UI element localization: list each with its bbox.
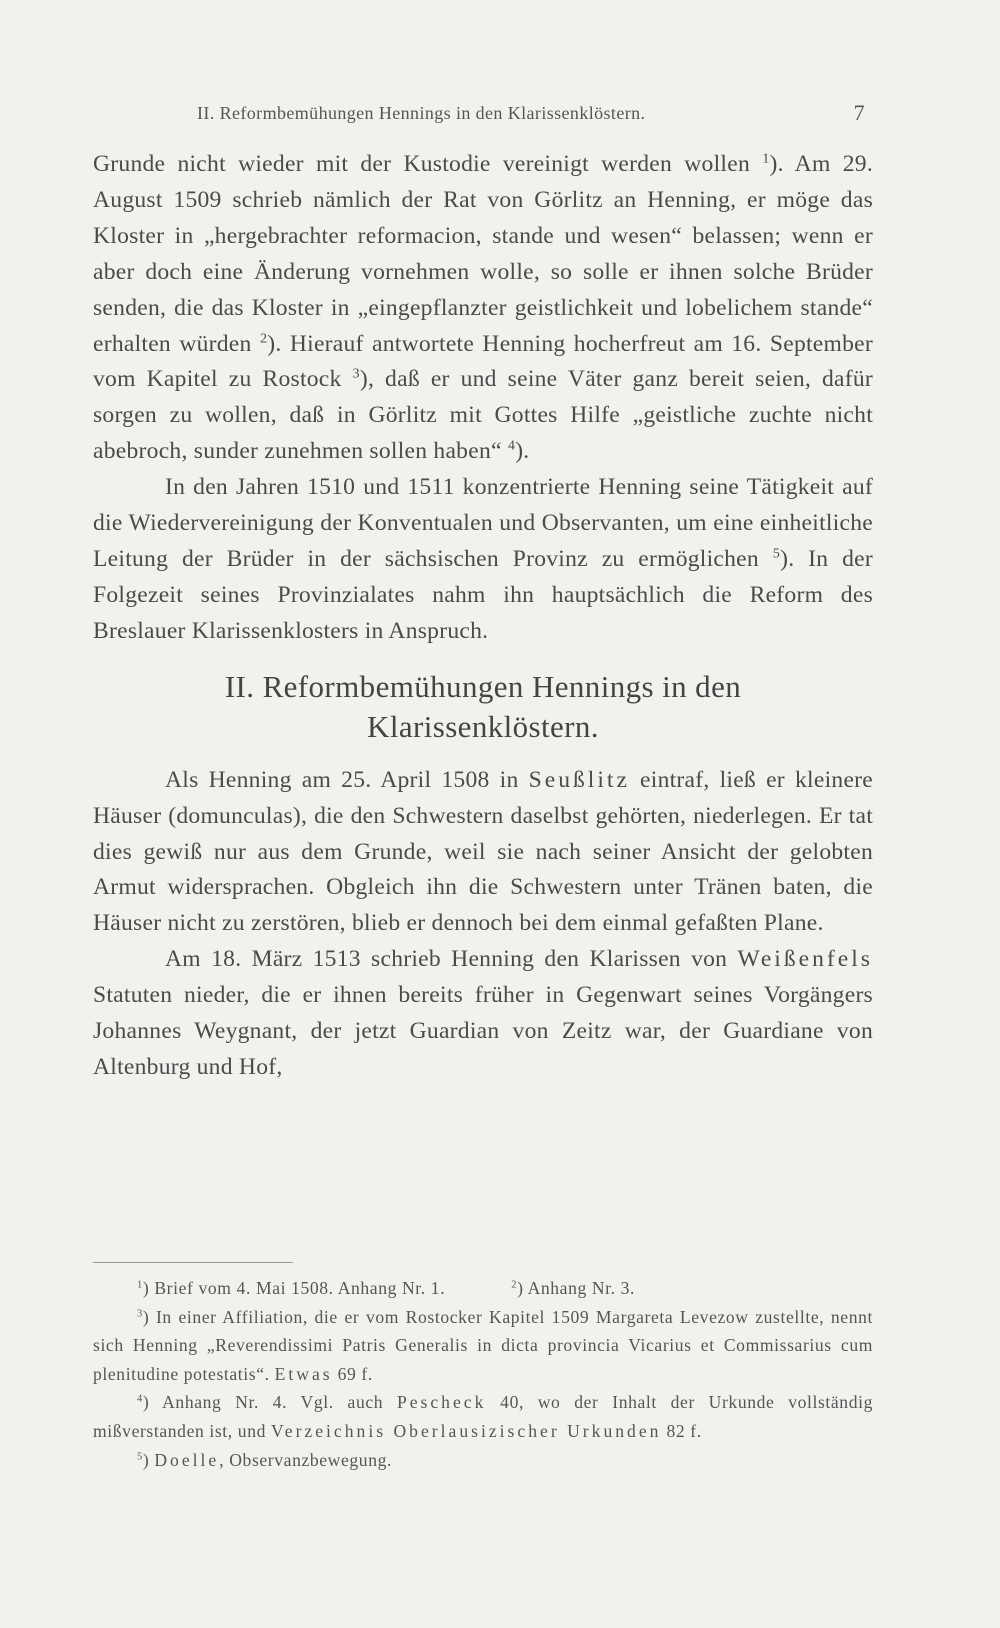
- footnote-ref-4: 4: [507, 437, 516, 454]
- footnote-mark: 3: [137, 1308, 143, 1320]
- footnote-text: ): [142, 1449, 155, 1470]
- paragraph-text: ). In der Folgezeit seines Provinzialates nahm ihn hauptsächlich die Reform des Breslauer Klarissenklosters in Anspruch.: [93, 545, 873, 644]
- footnote-divider: [93, 1262, 293, 1263]
- footnote-ref-2: 2: [259, 330, 268, 347]
- section-heading-line-1: II. Reformbemühungen Hennings in den: [224, 668, 742, 704]
- footnote-text: 69 f.: [332, 1363, 373, 1384]
- footnote-mark: 4: [137, 1394, 143, 1406]
- spaced-author: Etwas: [274, 1363, 333, 1384]
- paragraph-text: ). Hierauf antwortete Henning hocherfreut am 16. September vom Kapitel zu Rostock: [93, 330, 873, 393]
- footnote-5: [93, 1446, 873, 1475]
- footnote-ref-3: 3: [352, 365, 360, 382]
- paragraph-text: ).: [515, 438, 530, 465]
- paragraph-text: Statuten nieder, die er ihnen bereits früher in Gegenwart seines Vorgängers Johannes Weygnant, der jetzt Guardian von Zeitz war, der Guardiane von Altenburg und Hof,: [93, 982, 873, 1080]
- footnote-3: [93, 1303, 873, 1389]
- paragraph-1: [93, 147, 873, 470]
- paragraph-text: Als Henning am 25. April 1508 in: [165, 766, 529, 793]
- paragraph-text: Am 18. März 1513 schrieb Henning den Klarissen von: [165, 946, 738, 973]
- paragraph-text: In den Jahren 1510 und 1511 konzentrierte Henning seine Tätigkeit auf die Wiedervereinigung der Konventualen und Observanten, um eine einheitliche Leitung der Brüder in der sächsischen Provinz zu ermöglichen: [93, 474, 873, 572]
- footnote-mark: 2: [511, 1279, 518, 1291]
- paragraph-text: ), daß er und seine Väter ganz bereit seien, dafür sorgen zu wollen, daß in Görlitz mit Gottes Hilfe „geistliche zuchte nicht abebroch, sunder zunehmen sollen haben“: [93, 366, 873, 465]
- section-heading: [93, 667, 873, 747]
- section-heading-line-2: Klarissenklöstern.: [367, 708, 599, 744]
- paragraph-text: Grunde nicht wieder mit der Kustodie vereinigt werden wollen: [93, 151, 763, 177]
- footnotes: [93, 1274, 873, 1474]
- footnote-mark: 1: [137, 1279, 143, 1291]
- footnote-text: ) Brief vom 4. Mai 1508. Anhang Nr. 1.: [142, 1278, 446, 1298]
- footnote-4: [93, 1388, 873, 1445]
- paragraph-text: ). Am 29. August 1509 schrieb nämlich der Rat von Görlitz an Henning, er möge das Kloster in „hergebrachter reformacion, stande und wesen“ belassen; wenn er aber doch eine Änderung vornehmen wolle, so solle er ihnen solche Brüder senden, die das Kloster in „eingepflanzter geistlichkeit und lobelichem stande“ erhalten würden: [93, 151, 873, 357]
- footnote-text: ) In einer Affiliation, die er vom Rostocker Kapitel 1509 Margareta Levezow zustellte, nennt sich Henning „Reverendissimi Patris Generalis in dicta provincia Vicarius et Commissarius cum plenitudine potestatis“.: [93, 1306, 873, 1384]
- footnote-text: ) Anhang Nr. 4. Vgl. auch: [142, 1392, 397, 1413]
- spaced-title: Verzeichnis Oberlausizischer Urkunden: [271, 1420, 662, 1441]
- footnote-text: 40, wo der Inhalt der Urkunde vollständig mißverstanden ist, und: [93, 1392, 873, 1441]
- footnote-ref-1: 1: [762, 150, 770, 167]
- spaced-place-name: Weißenfels: [737, 946, 873, 973]
- footnote-mark: 5: [137, 1451, 143, 1463]
- spaced-author: Doelle: [154, 1449, 220, 1470]
- spaced-author: Pescheck: [396, 1392, 487, 1413]
- footnote-ref-5: 5: [772, 545, 781, 562]
- footnote-1-2: [93, 1274, 873, 1303]
- body-text: [93, 147, 873, 1086]
- footnote-text: ) Anhang Nr. 3.: [517, 1278, 636, 1298]
- page-number: 7: [853, 100, 865, 125]
- footnote-text: 82 f.: [661, 1420, 702, 1441]
- spaced-place-name: Seußlitz: [528, 766, 630, 793]
- paragraph-4: [93, 942, 873, 1086]
- running-head-title: II. Reformbemühungen Hennings in den Klarissenklöstern.: [197, 103, 646, 123]
- paragraph-3: [93, 763, 873, 943]
- running-head: [197, 100, 865, 125]
- paragraph-2: [93, 470, 873, 650]
- paragraph-text: eintraf, ließ er kleinere Häuser (domunculas), die den Schwestern daselbst gehörten, niederlegen. Er tat dies gewiß nur aus dem Grunde, weil sie nach seiner Ansicht der gelobten Armut widersprachen. Obgleich ihn die Schwestern unter Tränen baten, die Häuser nicht zu zerstören, blieb er dennoch bei dem einmal gefaßten Plane.: [93, 766, 873, 937]
- footnote-text: , Observanzbewegung.: [219, 1449, 392, 1470]
